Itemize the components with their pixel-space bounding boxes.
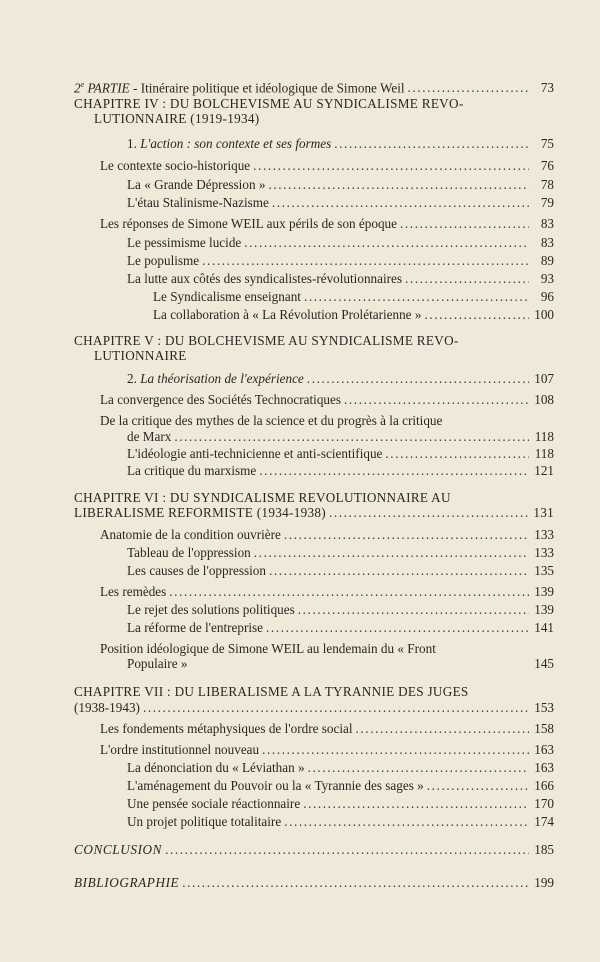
entry-title: Les fondements métaphysiques de l'ordre social — [100, 721, 353, 736]
entry-title: CONCLUSION — [74, 842, 163, 857]
page-number: 145 — [534, 656, 554, 671]
leader-dots — [182, 875, 529, 891]
page-number: 166 — [534, 778, 554, 793]
entry-title: Le contexte socio-historique — [100, 158, 251, 173]
toc-entry — [127, 563, 554, 579]
part-number: 2 — [74, 80, 81, 96]
page-number: 153 — [534, 700, 554, 715]
entry-title: Un projet politique totalitaire — [127, 814, 282, 829]
leader-dots — [244, 235, 529, 251]
toc-entry — [153, 307, 554, 323]
part-word: PARTIE — [87, 80, 130, 96]
leader-dots — [259, 463, 529, 479]
entry-title: La réforme de l'entreprise — [127, 620, 264, 635]
page-number: 174 — [534, 814, 554, 829]
leader-dots — [334, 136, 529, 152]
entry-title: Une pensée sociale réactionnaire — [127, 796, 301, 811]
page-number: 170 — [534, 796, 554, 811]
leader-dots — [303, 796, 529, 812]
entry-title: La dénonciation du « Léviathan » — [127, 760, 305, 775]
toc-entry — [127, 545, 554, 561]
toc-entry — [127, 778, 554, 794]
page-number: 100 — [534, 307, 554, 322]
toc-entry — [100, 392, 554, 408]
entry-title: La lutte aux côtés des syndicalistes-révolutionnaires — [127, 271, 403, 286]
page-number: 158 — [534, 721, 554, 736]
leader-dots — [254, 545, 529, 561]
leader-dots — [269, 563, 529, 579]
entry-title: Populaire » — [127, 656, 188, 671]
entry-title: L'ordre institutionnel nouveau — [100, 742, 260, 757]
chapter-7-heading-line2 — [74, 700, 554, 716]
toc-entry — [127, 253, 554, 269]
page-number: 93 — [540, 271, 554, 286]
toc-entry-line1: Position idéologique de Simone WEIL au lendemain du « Front — [100, 641, 436, 656]
entry-title: Les remèdes — [100, 584, 167, 599]
toc-entry — [100, 158, 554, 174]
toc-entry — [100, 584, 554, 600]
page-number: 89 — [540, 253, 554, 268]
toc-conclusion — [74, 842, 554, 858]
leader-dots — [268, 177, 529, 193]
toc-part-heading — [74, 77, 554, 96]
toc-entry — [127, 796, 554, 812]
part-number-sup: e — [80, 80, 85, 89]
toc-entry — [100, 527, 554, 543]
entry-title: L'aménagement du Pouvoir ou la « Tyrannie des sages » — [127, 778, 424, 793]
toc-entry-line2 — [127, 656, 554, 672]
toc-entry — [100, 721, 554, 737]
leader-dots — [298, 602, 529, 618]
part-label — [74, 77, 405, 96]
section-title: La théorisation de l'expérience — [140, 371, 304, 386]
entry-title: Anatomie de la condition ouvrière — [100, 527, 281, 542]
leader-dots — [307, 371, 529, 387]
entry-title: Le Syndicalisme enseignant — [153, 289, 301, 304]
toc-section-1 — [127, 136, 554, 152]
page-number: 185 — [534, 842, 554, 857]
chapter-6-heading-line2 — [74, 505, 554, 521]
page-number: 83 — [540, 235, 554, 250]
leader-dots — [165, 842, 529, 858]
section-title: L'action : son contexte et ses formes — [140, 136, 332, 151]
entry-title: La convergence des Sociétés Technocratiques — [100, 392, 341, 407]
entry-title: Les causes de l'oppression — [127, 563, 266, 578]
chapter-title: (1938-1943) — [74, 700, 140, 715]
entry-title: Le rejet des solutions politiques — [127, 602, 295, 617]
entry-title: La collaboration à « La Révolution Prolétarienne » — [153, 307, 422, 322]
page-number: 139 — [534, 602, 554, 617]
leader-dots — [174, 429, 529, 445]
toc-entry-line2 — [127, 429, 554, 445]
leader-dots — [424, 307, 529, 323]
chapter-6-heading-line1: CHAPITRE VI : DU SYNDICALISME REVOLUTIONNAIRE AU — [74, 490, 451, 505]
toc-entry — [100, 742, 554, 758]
leader-dots — [202, 253, 529, 269]
chapter-7-heading-line1: CHAPITRE VII : DU LIBERALISME A LA TYRANNIE DES JUGES — [74, 684, 469, 699]
page-number: 121 — [534, 463, 554, 478]
leader-dots — [272, 195, 529, 211]
leader-dots — [304, 289, 529, 305]
toc-entry — [127, 463, 554, 479]
page-number: 141 — [534, 620, 554, 635]
page-number: 107 — [534, 371, 554, 386]
chapter-5-heading-line1: CHAPITRE V : DU BOLCHEVISME AU SYNDICALISME REVO- — [74, 333, 459, 348]
leader-dots — [329, 505, 529, 521]
toc-entry — [127, 235, 554, 251]
toc-entry — [127, 177, 554, 193]
page-number: 133 — [534, 527, 554, 542]
page-number: 78 — [540, 177, 554, 192]
entry-title: L'idéologie anti-technicienne et anti-scientifique — [127, 446, 383, 461]
page-number: 76 — [540, 158, 554, 173]
leader-dots — [169, 584, 529, 600]
toc-section-2 — [127, 371, 554, 387]
leader-dots — [344, 392, 529, 408]
leader-dots — [400, 216, 529, 232]
page-number: 163 — [534, 742, 554, 757]
leader-dots — [408, 80, 529, 96]
page-number: 96 — [540, 289, 554, 304]
page-number: 118 — [534, 429, 554, 444]
chapter-4-heading-line1: CHAPITRE IV : DU BOLCHEVISME AU SYNDICALISME REVO- — [74, 96, 464, 111]
page-number: 79 — [540, 195, 554, 210]
entry-title: Le pessimisme lucide — [127, 235, 242, 250]
chapter-5-heading-line2: LUTIONNAIRE — [94, 348, 187, 363]
chapter-title: LIBERALISME REFORMISTE (1934-1938) — [74, 505, 326, 520]
entry-title: de Marx — [127, 429, 172, 444]
leader-dots — [262, 742, 529, 758]
leader-dots — [356, 721, 529, 737]
leader-dots — [253, 158, 529, 174]
page-number: 118 — [534, 446, 554, 461]
page-number: 135 — [534, 563, 554, 578]
leader-dots — [284, 814, 529, 830]
leader-dots — [405, 271, 529, 287]
toc-entry — [127, 620, 554, 636]
entry-title: Les réponses de Simone WEIL aux périls de son époque — [100, 216, 398, 231]
leader-dots — [266, 620, 529, 636]
toc-entry — [127, 760, 554, 776]
section-number: 1. — [127, 136, 137, 151]
toc-entry — [100, 216, 554, 232]
leader-dots — [284, 527, 529, 543]
page-number: 108 — [534, 392, 554, 407]
page-number: 163 — [534, 760, 554, 775]
page-number: 133 — [534, 545, 554, 560]
entry-title: Le populisme — [127, 253, 200, 268]
page-number: 131 — [533, 505, 554, 520]
page-number: 73 — [540, 80, 554, 96]
section-number: 2. — [127, 371, 137, 386]
toc-entry — [127, 602, 554, 618]
entry-title: La critique du marxisme — [127, 463, 257, 478]
entry-title: La « Grande Dépression » — [127, 177, 266, 192]
leader-dots — [385, 446, 529, 462]
page-number: 199 — [534, 875, 554, 890]
toc-bibliographie — [74, 875, 554, 891]
page-number: 75 — [540, 136, 554, 151]
leader-dots — [308, 760, 529, 776]
entry-title: L'étau Stalinisme-Nazisme — [127, 195, 269, 210]
toc-entry — [127, 814, 554, 830]
chapter-4-heading-line2: LUTIONNAIRE (1919-1934) — [94, 111, 260, 126]
leader-dots — [427, 778, 529, 794]
page-number: 83 — [540, 216, 554, 231]
toc-entry — [153, 289, 554, 305]
leader-dots — [143, 700, 529, 716]
entry-title: BIBLIOGRAPHIE — [74, 875, 180, 890]
part-title: - Itinéraire politique et idéologique de Simone Weil — [129, 80, 405, 96]
toc-entry-line1: De la critique des mythes de la science et du progrès à la critique — [100, 413, 443, 428]
toc-entry — [127, 195, 554, 211]
page-number: 139 — [534, 584, 554, 599]
toc-entry — [127, 446, 554, 462]
toc-entry — [127, 271, 554, 287]
entry-title: Tableau de l'oppression — [127, 545, 251, 560]
